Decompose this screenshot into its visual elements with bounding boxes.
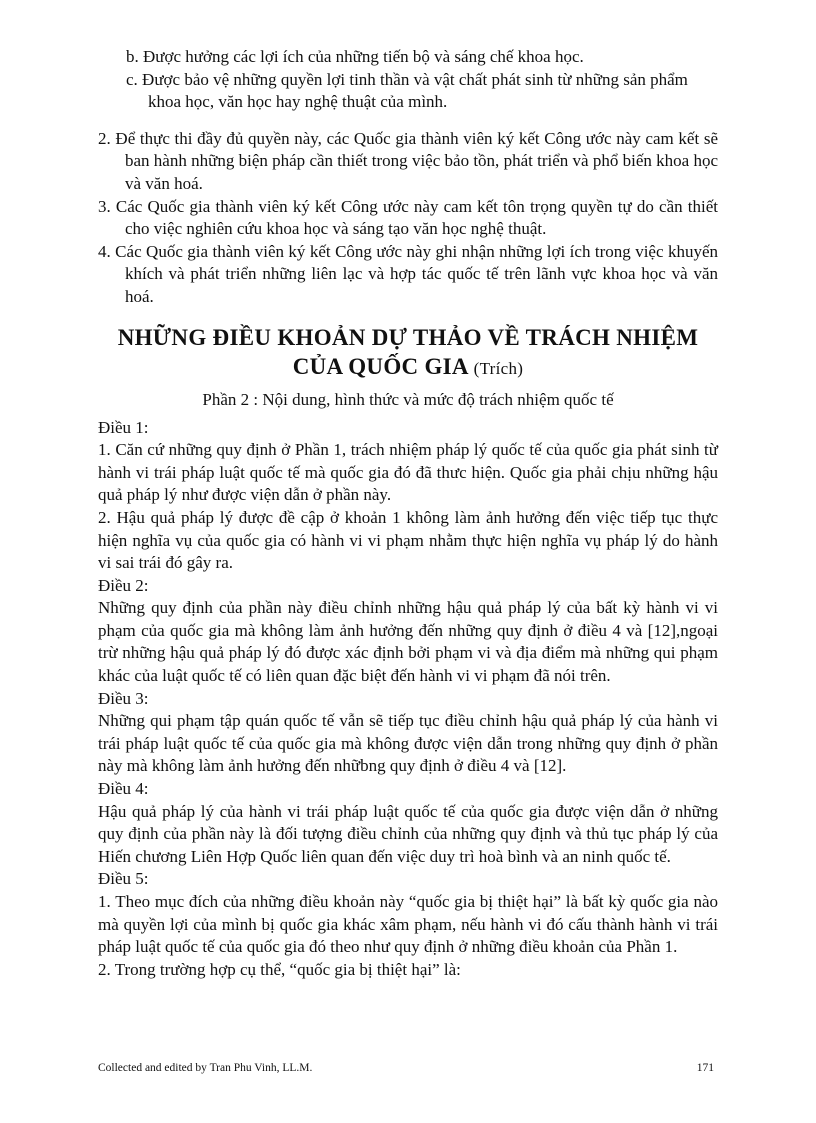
sub-item-c: c. Được bảo vệ những quyền lợi tinh thần và vật chất phát sinh từ những sản phẩm khoa học, văn học hay nghệ thuật của mình. (126, 69, 688, 112)
article-paragraph: 1. Theo mục đích của những điều khoản này “quốc gia bị thiệt hại” là bất kỳ quốc gia nào mà quyền lợi của mình bị quốc gia khác xâm phạm, nếu hành vi đó cấu thành hành vi trái pháp luật quốc tế của quốc gia đó theo như quy định ở những điều khoản của Phần 1. (98, 892, 718, 957)
article-4 (98, 778, 718, 868)
heading-suffix: (Trích) (473, 358, 524, 378)
document-page (98, 46, 718, 981)
article-title: Điều 1: (98, 417, 149, 437)
article-title: Điều 3: (98, 688, 149, 708)
article-paragraph: 2. Hậu quả pháp lý được đề cập ở khoản 1 không làm ảnh hưởng đến việc tiếp tục thực hiện nghĩa vụ của quốc gia có hành vi vi phạm nhằm thực hiện nghĩa vụ pháp lý do hành vi sai trái đó gây ra. (98, 507, 718, 573)
article-2 (98, 575, 718, 688)
numbered-item-3: 3. Các Quốc gia thành viên ký kết Công ước này cam kết tôn trọng quyền tự do cần thiết cho việc nghiên cứu khoa học và sáng tạo văn học nghệ thuật. (98, 196, 718, 239)
article-title: Điều 2: (98, 575, 149, 595)
article-3 (98, 688, 718, 778)
heading-line1: NHỮNG ĐIỀU KHOẢN DỰ THẢO VỀ TRÁCH NHIỆM (117, 324, 699, 350)
article-paragraph: Hậu quả pháp lý của hành vi trái pháp luật quốc tế của quốc gia được viện dẫn ở những quy định của phần này là đối tượng điều chỉnh của những quy định và thủ tục pháp lý của Hiến chương Liên Hợp Quốc liên quan đến việc duy trì hoà bình và an ninh quốc tế. (98, 801, 718, 866)
article-title: Điều 4: (98, 779, 149, 799)
sub-item-b: b. Được hưởng các lợi ích của những tiến bộ và sáng chế khoa học. (126, 47, 584, 66)
article-paragraph: 1. Căn cứ những quy định ở Phần 1, trách nhiệm pháp lý quốc tế của quốc gia phát sinh từ hành vi trái pháp luật quốc tế mà quốc gia đó đã thưc hiện. Quốc gia phải chịu những hậu quả pháp lý như được viện dẫn ở phần này. (98, 440, 718, 505)
numbered-item-4: 4. Các Quốc gia thành viên ký kết Công ước này ghi nhận những lợi ích trong việc khuyến khích và phát triển những liên lạc và hợp tác quốc tế trên lãnh vực khoa học và văn hoá. (98, 241, 718, 306)
section-heading (98, 323, 718, 383)
article-5 (98, 868, 718, 981)
article-title: Điều 5: (98, 869, 149, 889)
article-paragraph: Những quy định của phần này điều chỉnh những hậu quả pháp lý của bất kỳ hành vi vi phạm của quốc gia mà không làm ảnh hưởng đến những quy định ở điều 4 và [12],ngoại trừ những hậu quả pháp lý đó được xác định bởi phạm vi và địa điểm mà những qui phạm khác của luật quốc tế có liên quan đặc biệt đến hành vi vi phạm đã nói trên. (98, 598, 718, 686)
part-title: Phần 2 : Nội dung, hình thức và mức độ trách nhiệm quốc tế (202, 389, 614, 409)
article-paragraph: Những qui phạm tập quán quốc tế vẫn sẽ tiếp tục điều chỉnh hậu quả pháp lý của hành vi trái pháp luật quốc tế của quốc gia mà không được viện dẫn trong những quy định ở phần này mà không làm ảnh hưởng đến nhữbng quy định ở điều 4 và [12]. (98, 711, 718, 776)
page-number: 171 (696, 1062, 714, 1074)
article-paragraph: 2. Trong trường hợp cụ thể, “quốc gia bị thiệt hại” là: (98, 959, 461, 979)
article-1 (98, 417, 718, 575)
heading-line2: CỦA QUỐC GIA (292, 353, 468, 379)
footer-credit: Collected and edited by Tran Phu Vinh, LL.M. (98, 1062, 313, 1074)
numbered-item-2: 2. Để thực thi đầy đủ quyền này, các Quốc gia thành viên ký kết Công ước này cam kết sẽ ban hành những biện pháp cần thiết trong việc bảo tồn, phát triển và phổ biến khoa học và văn hoá. (98, 128, 718, 193)
page-footer (98, 1062, 714, 1074)
